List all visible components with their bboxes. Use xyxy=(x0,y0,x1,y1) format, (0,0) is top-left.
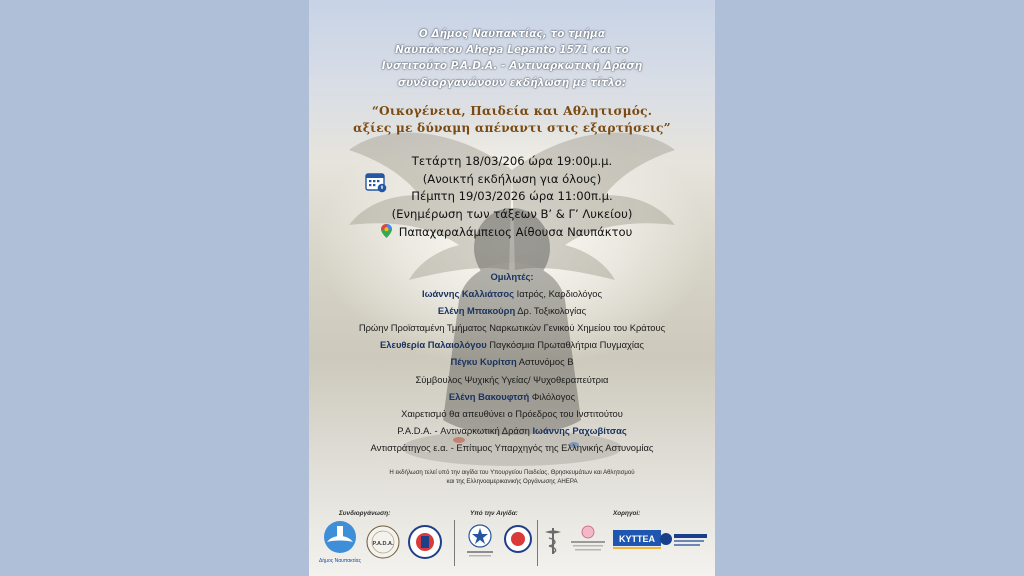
speaker-line: Πέγκυ Κυρίτση Αστυνόμος Β xyxy=(450,356,574,368)
calendar-icon xyxy=(365,171,387,193)
hellenic-republic-emblem xyxy=(465,522,495,560)
event-venue xyxy=(381,224,632,239)
speaker-line: Πρώην Προϊσταμένη Τμήματος Ναρκωτικών Γενικού Χημείου του Κράτους xyxy=(358,322,666,334)
title-line: αξίες με δύναμη απέναντι στις εξαρτήσεις” xyxy=(353,120,671,135)
intro-line: Ινστιτούτο P.A.D.A. - Αντιναρκωτική Δράση xyxy=(381,60,643,73)
speaker-line: P.A.D.A. - Αντιναρκωτική Δράση Ιωάννης Ραχωβίτσας xyxy=(397,424,627,436)
speaker-line: Χαιρετισμό θα απευθύνει ο Πρόεδρος του Ινστιτούτου xyxy=(401,407,623,419)
speakers-heading: Ομιλητές: xyxy=(490,271,534,282)
kyttea-logo xyxy=(613,528,661,552)
logo-caption: Δήμος Ναυπακτίας xyxy=(319,558,361,564)
organizers-label: Συνδιοργάνωση: xyxy=(339,510,391,517)
schedule-line: Πέμπτη 19/03/2026 ώρα 11:00π.μ. xyxy=(411,189,613,204)
auspice-line: και της Ελληνοαμερικανικής Οργάνωσης AHEPA xyxy=(446,477,578,485)
chamber-logo xyxy=(567,524,609,554)
logo-caption: ΚΥΤΤΕΑ xyxy=(619,534,655,544)
speaker-line: Ελένη Βακουφτσή Φιλόλογος xyxy=(448,390,576,402)
speaker-line: Ελένη Μπακούρη Δρ. Τοξικολογίας xyxy=(437,305,587,317)
event-poster xyxy=(309,0,715,576)
speaker-line: Ιωάννης Καλλιάτσος Ιατρός, Καρδιολόγος xyxy=(422,288,602,300)
map-pin-icon xyxy=(381,224,392,238)
organizers-intro xyxy=(309,26,715,91)
auspice-line: Η εκδήλωση τελεί υπό την αιγίδα του Υπουργείου Παιδείας, Θρησκευμάτων και Αθλητισμού xyxy=(389,469,635,476)
venue-name: Παπαχαραλάμπειος Αίθουσα Ναυπάκτου xyxy=(398,225,633,239)
intro-line: Ναυπάκτου Ahepa Lepanto 1571 και το xyxy=(395,44,629,57)
speaker-line: Ελευθερία Παλαιολόγου Παγκόσμια Πρωταθλήτρια Πυγμαχίας xyxy=(380,339,644,351)
sponsors-label: Χορηγοί: xyxy=(613,510,641,517)
ahepa-logo xyxy=(407,524,443,560)
schedule-line: (Ανοικτή εκδήλωση για όλους) xyxy=(422,171,602,186)
intro-line: συνδιοργανώνουν εκδήλωση με τίτλο: xyxy=(397,76,627,89)
bank-logo xyxy=(659,530,709,552)
speakers-list xyxy=(309,268,715,456)
logo-caption: P.A.D.A. xyxy=(372,541,394,547)
dimos-nafpaktias-logo xyxy=(319,518,361,568)
footer-separator xyxy=(454,520,455,566)
title-line: “Οικογένεια, Παιδεία και Αθλητισμός. xyxy=(371,104,653,118)
schedule-line: (Ενημέρωση των τάξεων Β’ & Γ’ Λυκείου) xyxy=(391,206,633,221)
auspices-label: Υπό την Αιγίδα: xyxy=(470,510,518,517)
speaker-line: Σύμβουλος Ψυχικής Υγείας/ Ψυχοθεραπεύτρια xyxy=(415,373,609,385)
intro-line: Ο Δήμος Ναυπακτίας, το τμήμα xyxy=(418,28,606,40)
caduceus-logo xyxy=(541,526,565,556)
ahepa-auspice-logo xyxy=(503,524,533,558)
event-title xyxy=(309,103,715,136)
auspice-note xyxy=(309,469,715,486)
pada-logo xyxy=(363,524,403,560)
speaker-line: Αντιστράτηγος ε.α. - Επίτιμος Υπαρχηγός της Ελληνικής Αστυνομίας xyxy=(370,441,654,453)
footer-separator xyxy=(537,520,538,566)
schedule-line: Τετάρτη 18/03/206 ώρα 19:00μ.μ. xyxy=(411,154,613,168)
